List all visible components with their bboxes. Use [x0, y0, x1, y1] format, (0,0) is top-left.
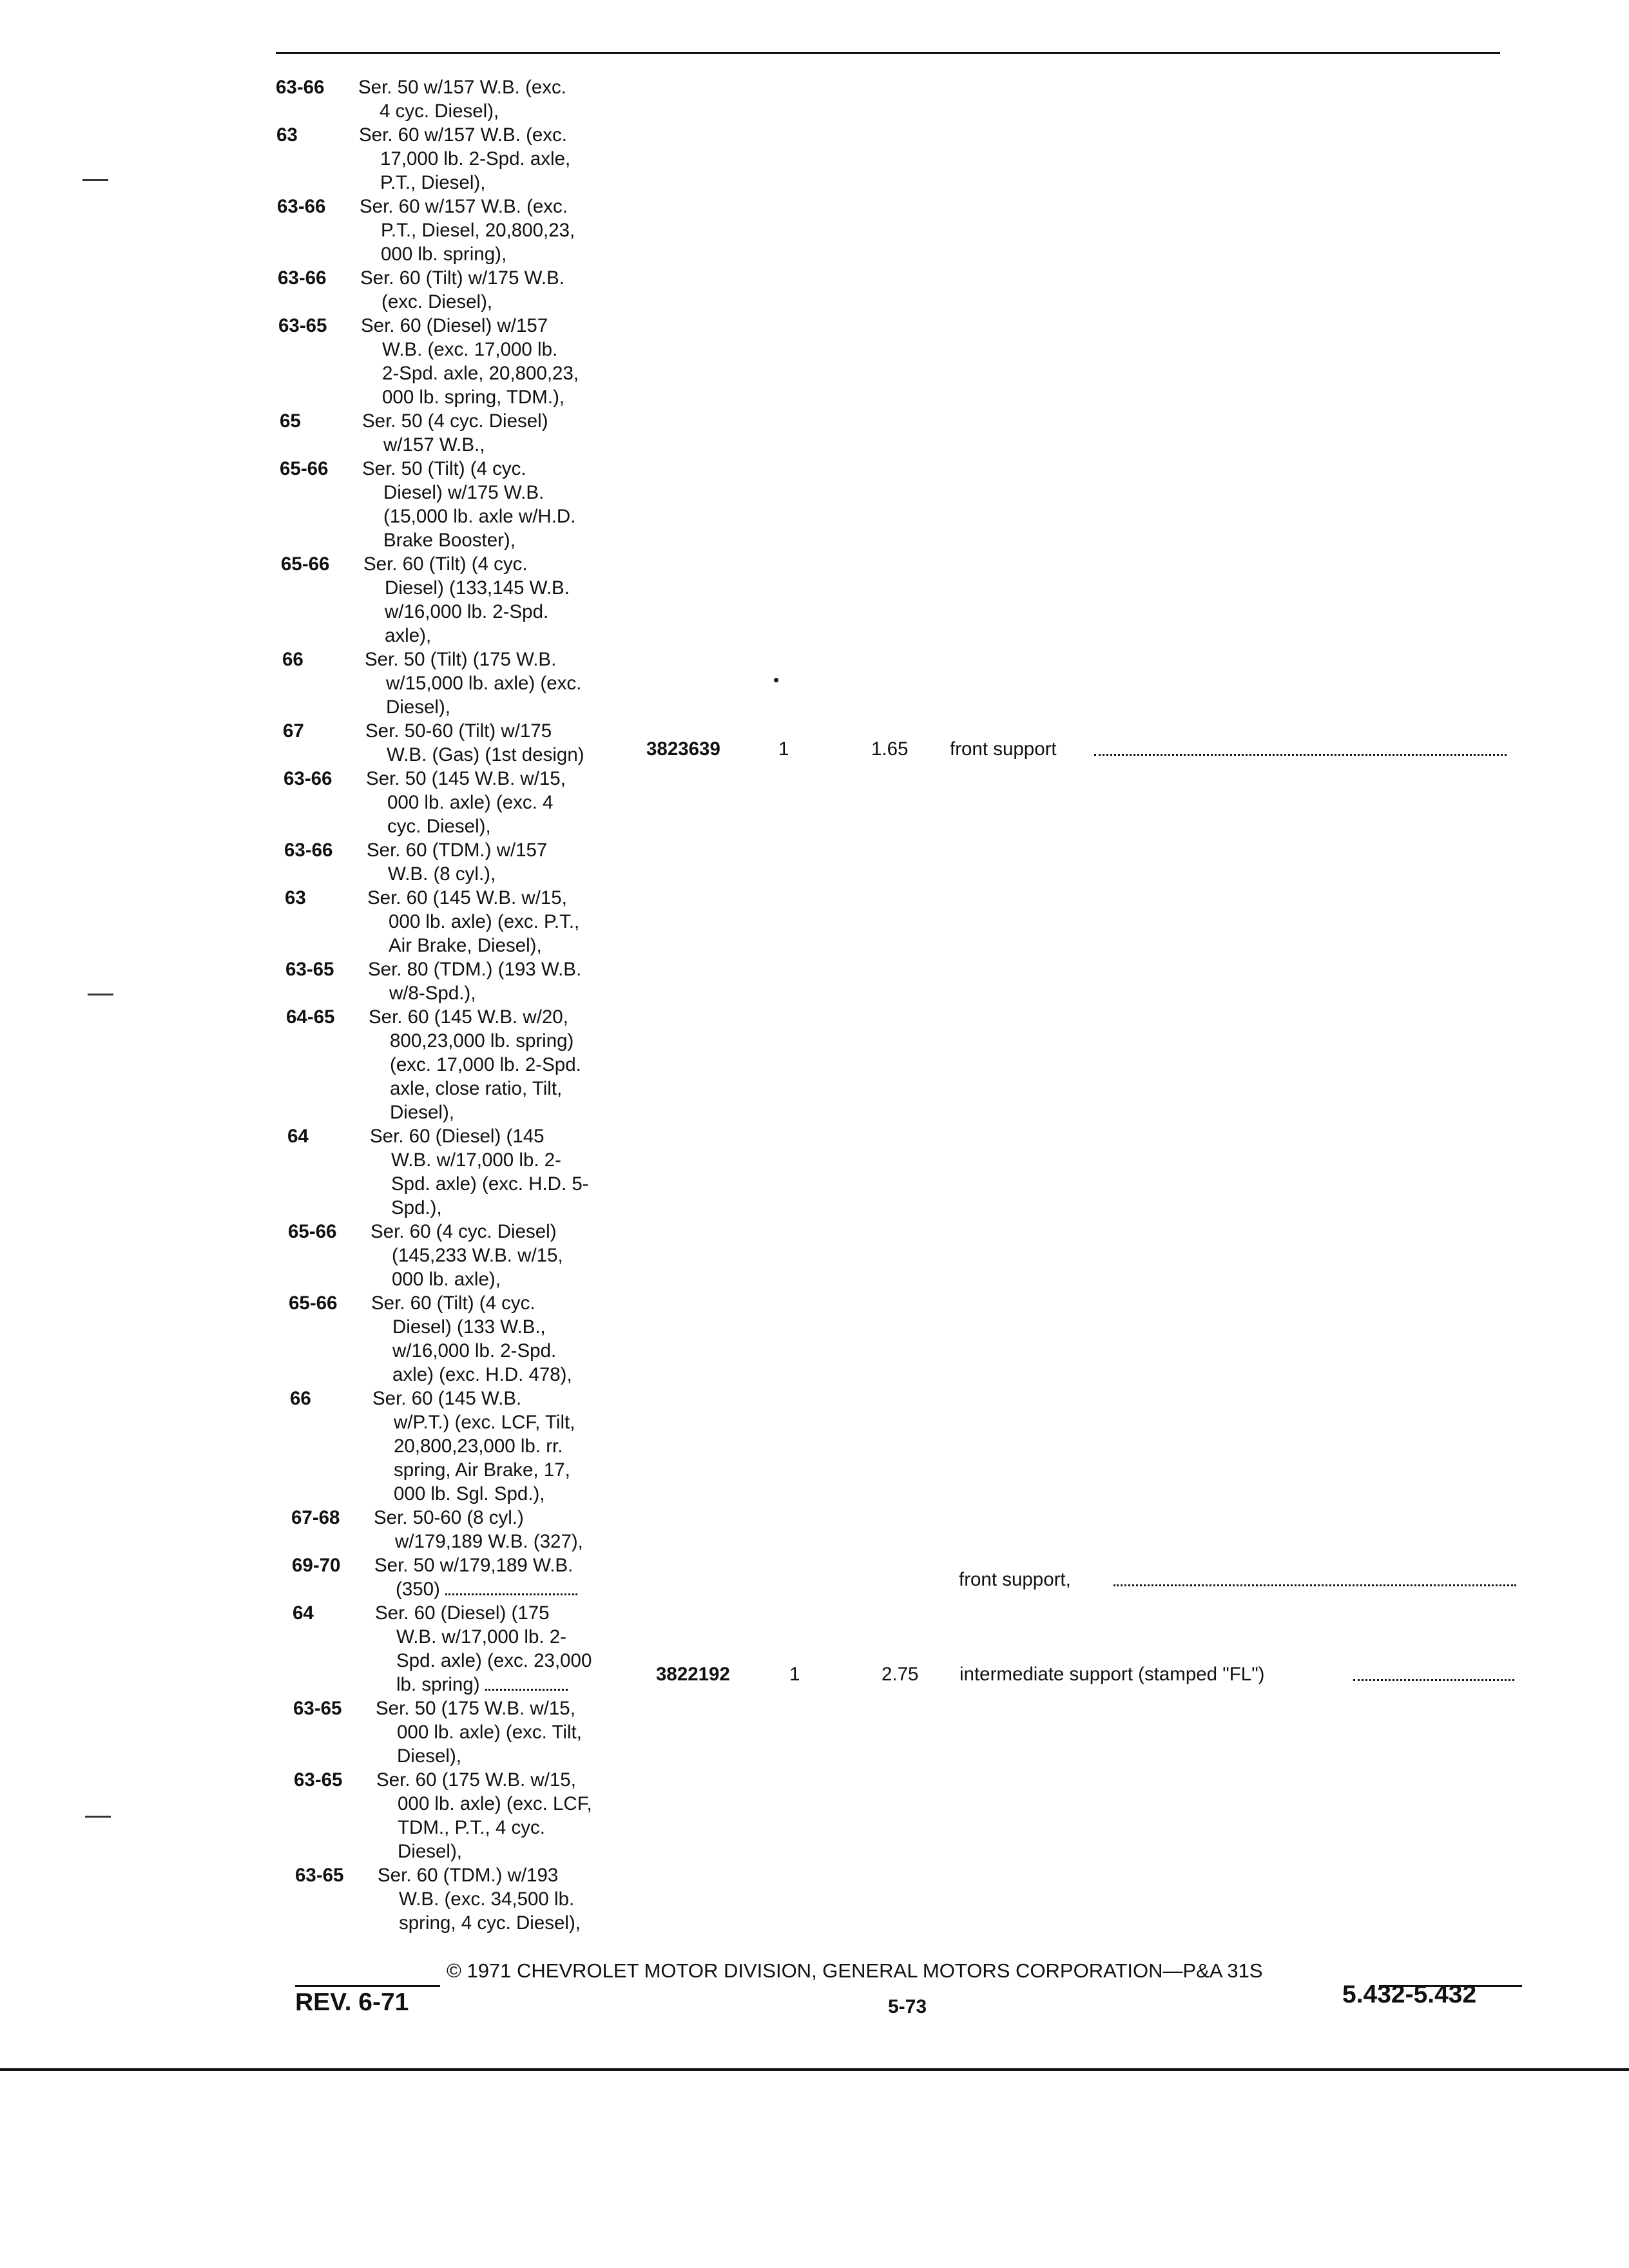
description-text: 800,23,000 lb. spring): [390, 1030, 574, 1052]
model-years: 66: [290, 1388, 311, 1409]
model-years: 65-66: [280, 458, 329, 479]
description-line: [366, 791, 650, 814]
application-description: [365, 648, 648, 719]
application-description: [365, 719, 649, 767]
description-text: Ser. 60 (145 W.B. w/15,: [367, 887, 567, 908]
description-line: [361, 338, 644, 361]
application-description: [358, 75, 642, 123]
application-description: [362, 409, 646, 457]
application-description: [368, 957, 651, 1005]
description-line: [375, 1673, 659, 1696]
description-text: Brake Booster),: [383, 530, 516, 551]
description-text: (145,233 W.B. w/15,: [392, 1245, 563, 1266]
description-text: 20,800,23,000 lb. rr.: [394, 1436, 563, 1457]
description-line: [367, 934, 651, 957]
application-entry: [280, 457, 646, 552]
description-text: Ser. 50 w/179,189 W.B.: [374, 1555, 574, 1576]
application-entry: [293, 1601, 659, 1696]
description-text: Ser. 60 (4 cyc. Diesel): [371, 1221, 557, 1242]
description-text: Ser. 50 (175 W.B. w/15,: [376, 1698, 575, 1719]
description-line: [362, 481, 646, 505]
application-entry: [278, 266, 644, 314]
description-line: [371, 1244, 654, 1267]
description-line: [362, 409, 646, 433]
description-line: [359, 147, 642, 171]
model-years: 66: [282, 649, 304, 670]
description-line: [376, 1792, 660, 1816]
application-entry: [295, 1863, 661, 1935]
model-years: 63: [276, 124, 298, 146]
application-entry: [281, 552, 647, 648]
description-text: 000 lb. axle),: [392, 1269, 501, 1290]
description-line: [360, 218, 643, 242]
model-years: 63-66: [284, 768, 333, 789]
description-text: Diesel),: [386, 697, 450, 718]
description-text: Ser. 60 w/157 W.B. (exc.: [360, 196, 568, 217]
margin-tick: [82, 179, 108, 181]
model-years: 63-65: [294, 1769, 343, 1791]
description-line: [372, 1482, 656, 1506]
dot-leader: [1094, 754, 1507, 756]
description-line: [369, 1029, 652, 1053]
description-line: [378, 1887, 661, 1911]
description-text: (exc. Diesel),: [381, 291, 493, 312]
model-years: 64-65: [286, 1006, 335, 1028]
description-line: [369, 1100, 652, 1124]
description-text: Ser. 60 (TDM.) w/157: [367, 840, 548, 861]
description-line: [369, 1005, 652, 1029]
description-text: 000 lb. axle) (exc. Tilt,: [397, 1722, 582, 1743]
application-description: [375, 1601, 659, 1696]
application-entry: [286, 1005, 652, 1124]
description-line: [371, 1291, 655, 1315]
application-entry: [283, 719, 649, 767]
description-text: spring, Air Brake, 17,: [394, 1459, 570, 1481]
description-line: [363, 600, 647, 624]
description-line: [370, 1196, 653, 1220]
part-description: front support,: [959, 1569, 1071, 1590]
description-text: (exc. 17,000 lb. 2-Spd.: [390, 1054, 581, 1075]
description-text: axle) (exc. H.D. 478),: [392, 1364, 572, 1385]
description-line: [361, 385, 644, 409]
application-description: [366, 767, 650, 838]
application-description: [372, 1387, 656, 1506]
bottom-rule: [0, 2068, 1629, 2071]
description-text: W.B. (8 cyl.),: [388, 863, 496, 885]
application-description: [359, 123, 642, 195]
group-number: 5.432-5.432: [1342, 1981, 1477, 2008]
description-line: [374, 1577, 658, 1601]
revision-label: REV. 6-71: [295, 1988, 409, 2016]
model-years: 63-66: [276, 77, 325, 98]
description-text: Ser. 60 (Tilt) (4 cyc.: [363, 553, 528, 575]
model-years: 63-65: [293, 1698, 342, 1719]
application-description: [378, 1863, 661, 1935]
description-line: [367, 862, 650, 886]
description-line: [358, 99, 642, 123]
description-line: [371, 1339, 655, 1363]
description-text: 000 lb. Sgl. Spd.),: [394, 1483, 545, 1504]
description-text: W.B. (exc. 34,500 lb.: [399, 1888, 575, 1910]
margin-tick: [88, 994, 113, 995]
description-line: [371, 1363, 655, 1387]
description-line: [374, 1506, 657, 1530]
description-text: w/179,189 W.B. (327),: [395, 1531, 583, 1552]
model-years: 63-66: [278, 267, 327, 289]
part-number: 3823639: [646, 738, 720, 760]
application-entry: [292, 1553, 658, 1601]
part-description: front support: [950, 738, 1057, 760]
description-text: TDM., P.T., 4 cyc.: [398, 1817, 545, 1838]
application-description: [374, 1553, 658, 1601]
application-description: [376, 1696, 659, 1768]
application-description: [360, 266, 644, 314]
application-description: [374, 1506, 657, 1553]
description-line: [369, 1053, 652, 1077]
description-text: Diesel) (133 W.B.,: [392, 1316, 546, 1338]
description-text: 000 lb. spring),: [381, 244, 507, 265]
description-line: [367, 886, 651, 910]
description-text: P.T., Diesel),: [380, 172, 486, 193]
quantity: 1: [778, 738, 789, 760]
model-years: 65: [280, 410, 301, 432]
description-line: [372, 1410, 656, 1434]
description-text: Ser. 50-60 (Tilt) w/175: [365, 720, 552, 742]
description-line: [376, 1768, 660, 1792]
description-text: (15,000 lb. axle w/H.D.: [383, 506, 576, 527]
description-text: Ser. 60 (145 W.B. w/20,: [369, 1006, 568, 1028]
model-years: 63-65: [295, 1865, 344, 1886]
description-text: Ser. 50-60 (8 cyl.): [374, 1507, 524, 1528]
description-line: [367, 910, 651, 934]
description-text: spring, 4 cyc. Diesel),: [399, 1912, 581, 1934]
description-text: w/8-Spd.),: [389, 983, 476, 1004]
description-text: 000 lb. spring, TDM.),: [382, 387, 565, 408]
description-line: [359, 123, 642, 147]
description-text: Diesel) (133,145 W.B.: [385, 577, 570, 599]
description-line: [360, 242, 643, 266]
description-line: [362, 528, 646, 552]
description-line: [359, 171, 642, 195]
application-entry: [289, 1291, 655, 1387]
description-line: [375, 1601, 659, 1625]
description-line: [372, 1434, 656, 1458]
description-line: [365, 671, 648, 695]
description-text: P.T., Diesel, 20,800,23,: [381, 220, 575, 241]
application-entry: [293, 1696, 659, 1768]
description-text: Spd. axle) (exc. 23,000: [396, 1650, 592, 1671]
application-description: [367, 838, 650, 886]
description-line: [376, 1816, 660, 1840]
description-line: [375, 1649, 659, 1673]
application-entry: [284, 767, 650, 838]
description-line: [362, 505, 646, 528]
description-line: [370, 1124, 653, 1148]
application-entry: [282, 648, 648, 719]
model-years: 69-70: [292, 1555, 341, 1576]
model-years: 63-66: [277, 196, 326, 217]
application-description: [376, 1768, 660, 1863]
description-line: [363, 624, 647, 648]
application-description: [361, 314, 644, 409]
quantity: 1: [789, 1664, 800, 1685]
description-text: Spd. axle) (exc. H.D. 5-: [391, 1173, 589, 1195]
stray-dot: [774, 678, 778, 682]
description-text: Ser. 50 (4 cyc. Diesel): [362, 410, 548, 432]
price: 2.75: [882, 1664, 919, 1685]
application-entry: [287, 1124, 653, 1220]
application-entry: [280, 409, 646, 457]
description-line: [375, 1625, 659, 1649]
description-text: Ser. 60 (145 W.B.: [372, 1388, 522, 1409]
model-years: 64: [293, 1602, 314, 1624]
description-text: 000 lb. axle) (exc. LCF,: [398, 1793, 592, 1814]
model-years: 65-66: [289, 1293, 338, 1314]
application-entry: [285, 957, 651, 1005]
description-text: axle),: [385, 625, 432, 646]
description-line: [365, 648, 648, 671]
description-text: Ser. 60 (Diesel) (145: [370, 1126, 545, 1147]
dot-leader: [1353, 1679, 1514, 1681]
description-text: lb. spring): [396, 1674, 480, 1695]
description-text: Ser. 50 (Tilt) (4 cyc.: [362, 458, 526, 479]
description-text: Spd.),: [391, 1197, 442, 1218]
description-line: [372, 1387, 656, 1410]
dot-leader: [445, 1588, 577, 1595]
dot-leader: [485, 1684, 568, 1691]
description-text: 17,000 lb. 2-Spd. axle,: [380, 148, 571, 169]
application-description: [367, 886, 651, 957]
application-description: [360, 195, 643, 266]
application-entry: [290, 1387, 656, 1506]
description-text: W.B. w/17,000 lb. 2-: [396, 1626, 566, 1648]
application-entry: [294, 1768, 660, 1863]
description-text: Ser. 80 (TDM.) (193 W.B.: [368, 959, 582, 980]
description-text: Ser. 50 (145 W.B. w/15,: [366, 768, 566, 789]
part-description: intermediate support (stamped "FL"): [959, 1664, 1265, 1685]
application-description: [371, 1291, 655, 1387]
description-text: 000 lb. axle) (exc. 4: [387, 792, 554, 813]
dot-leader: [1113, 1584, 1516, 1586]
application-entry: [285, 886, 651, 957]
description-text: 000 lb. axle) (exc. P.T.,: [389, 911, 580, 932]
description-text: Diesel),: [397, 1745, 461, 1767]
description-line: [371, 1315, 655, 1339]
description-text: Diesel),: [398, 1841, 462, 1862]
model-years: 63-65: [285, 959, 334, 980]
application-description: [371, 1220, 654, 1291]
description-line: [360, 266, 644, 290]
description-line: [370, 1172, 653, 1196]
application-entry: [277, 195, 643, 266]
application-description: [369, 1005, 652, 1124]
description-line: [374, 1530, 657, 1553]
description-line: [369, 1077, 652, 1100]
application-description: [362, 457, 646, 552]
description-text: Diesel) w/175 W.B.: [383, 482, 545, 503]
description-text: w/16,000 lb. 2-Spd.: [385, 601, 549, 622]
description-line: [376, 1720, 659, 1744]
description-line: [372, 1458, 656, 1482]
description-line: [362, 457, 646, 481]
model-years: 63: [285, 887, 306, 908]
description-text: w/16,000 lb. 2-Spd.: [392, 1340, 557, 1361]
description-text: axle, close ratio, Tilt,: [390, 1078, 563, 1099]
description-line: [366, 814, 650, 838]
description-line: [360, 195, 643, 218]
application-description: [370, 1124, 653, 1220]
description-line: [378, 1911, 661, 1935]
description-text: cyc. Diesel),: [387, 816, 491, 837]
part-number: 3822192: [656, 1664, 730, 1685]
application-entry: [291, 1506, 657, 1553]
model-years: 67-68: [291, 1507, 340, 1528]
description-line: [376, 1696, 659, 1720]
model-years: 65-66: [288, 1221, 337, 1242]
description-text: 4 cyc. Diesel),: [380, 101, 499, 122]
description-text: W.B. w/17,000 lb. 2-: [391, 1149, 561, 1171]
description-line: [361, 314, 644, 338]
description-text: Air Brake, Diesel),: [389, 935, 542, 956]
description-text: Ser. 60 (TDM.) w/193: [378, 1865, 559, 1886]
description-text: Ser. 60 (Tilt) (4 cyc.: [371, 1293, 535, 1314]
description-text: w/157 W.B.,: [383, 434, 485, 456]
footer-rule-left: [295, 1985, 440, 1987]
description-text: Ser. 50 (Tilt) (175 W.B.: [365, 649, 557, 670]
description-line: [365, 695, 648, 719]
description-line: [378, 1863, 661, 1887]
description-line: [371, 1267, 654, 1291]
description-line: [363, 552, 647, 576]
application-entry: [276, 123, 642, 195]
price: 1.65: [871, 738, 909, 760]
description-line: [365, 719, 649, 743]
description-text: Ser. 50 w/157 W.B. (exc.: [358, 77, 567, 98]
top-rule: [276, 52, 1500, 54]
description-line: [365, 743, 649, 767]
description-line: [361, 361, 644, 385]
description-text: Diesel),: [390, 1102, 454, 1123]
description-text: w/P.T.) (exc. LCF, Tilt,: [394, 1412, 575, 1433]
margin-tick: [85, 1816, 111, 1818]
description-line: [367, 838, 650, 862]
description-line: [371, 1220, 654, 1244]
description-line: [376, 1744, 659, 1768]
model-years: 65-66: [281, 553, 330, 575]
description-text: (350): [396, 1579, 440, 1600]
description-text: Ser. 60 (Tilt) w/175 W.B.: [360, 267, 564, 289]
application-entry: [288, 1220, 654, 1291]
application-entry: [278, 314, 644, 409]
copyright-line: © 1971 CHEVROLET MOTOR DIVISION, GENERAL MOTORS CORPORATION—P&A 31S: [447, 1959, 1263, 1982]
description-line: [374, 1553, 658, 1577]
description-line: [368, 981, 651, 1005]
description-line: [366, 767, 650, 791]
application-description: [363, 552, 647, 648]
description-text: 2-Spd. axle, 20,800,23,: [382, 363, 579, 384]
model-years: 63-66: [284, 840, 333, 861]
description-line: [370, 1148, 653, 1172]
application-entry: [284, 838, 650, 886]
description-line: [358, 75, 642, 99]
description-line: [363, 576, 647, 600]
description-text: w/15,000 lb. axle) (exc.: [386, 673, 582, 694]
description-text: Ser. 60 (Diesel) w/157: [361, 315, 548, 336]
model-years: 67: [283, 720, 304, 742]
description-text: W.B. (exc. 17,000 lb.: [382, 339, 558, 360]
model-years: 63-65: [278, 315, 327, 336]
description-text: Ser. 60 (175 W.B. w/15,: [376, 1769, 576, 1791]
description-text: Ser. 60 (Diesel) (175: [375, 1602, 550, 1624]
description-line: [376, 1840, 660, 1863]
model-years: 64: [287, 1126, 309, 1147]
page-number: 5-73: [888, 1996, 927, 2017]
application-entry: [276, 75, 642, 123]
description-line: [360, 290, 644, 314]
description-line: [368, 957, 651, 981]
description-text: Ser. 60 w/157 W.B. (exc.: [359, 124, 568, 146]
description-line: [362, 433, 646, 457]
description-text: W.B. (Gas) (1st design): [387, 744, 584, 765]
